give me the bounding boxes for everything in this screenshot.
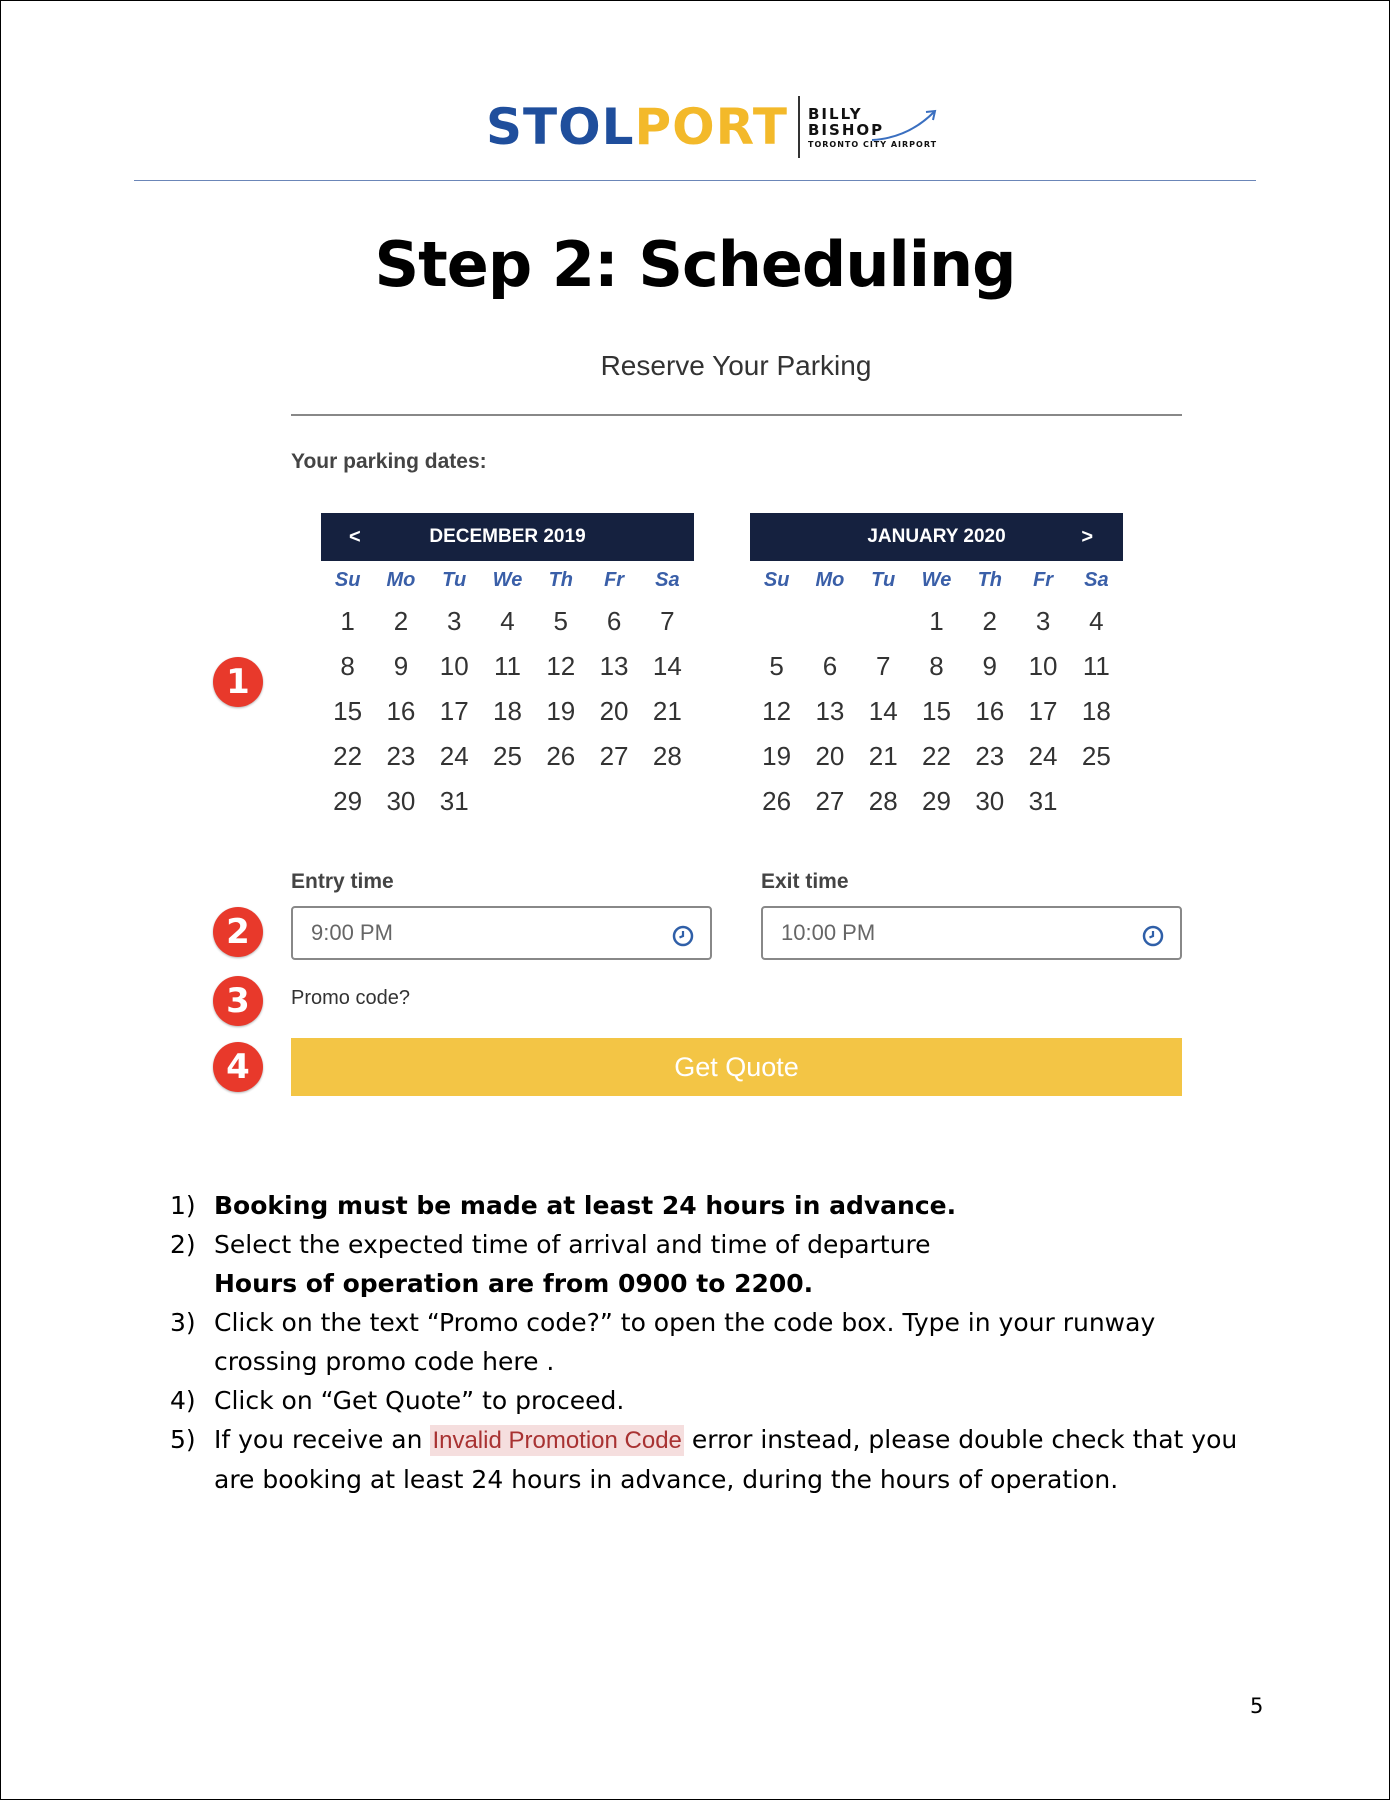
calendar-day[interactable]: 8 — [929, 651, 944, 681]
list-number: 4) — [170, 1386, 196, 1415]
calendar-day[interactable]: 25 — [493, 741, 522, 771]
calendar-day[interactable]: 18 — [1081, 696, 1111, 726]
calendar-day[interactable]: 19 — [762, 741, 792, 771]
calendar-day[interactable]: 2 — [393, 606, 409, 636]
calendar-day[interactable]: 1 — [340, 606, 355, 636]
list-number: 2) — [170, 1230, 196, 1259]
list-number: 1) — [170, 1191, 196, 1220]
calendar-day[interactable]: 11 — [1082, 651, 1110, 681]
list-number: 5) — [170, 1425, 196, 1454]
day-of-week-label: Mo — [386, 569, 416, 591]
instruction-text: error instead, please double check that you are booking at least 24 hours in advance, during the hours of operation. — [214, 1425, 1238, 1494]
calendar-day[interactable]: 16 — [975, 696, 1005, 726]
calendar-day[interactable]: 9 — [393, 651, 409, 681]
calendar-empty-cell — [534, 779, 587, 824]
calendar-header — [750, 513, 1123, 561]
calendar-month-label: JANUARY 2020 — [867, 526, 1006, 547]
calendar-month-label: DECEMBER 2019 — [429, 526, 586, 547]
calendar-day[interactable]: 3 — [1035, 606, 1051, 636]
instructions-list — [170, 1186, 1260, 1499]
step-badge-3: 3 — [213, 976, 263, 1026]
calendar-day[interactable]: 29 — [922, 786, 951, 816]
calendar-day[interactable]: 30 — [975, 786, 1005, 816]
logo-stol: STOL — [486, 98, 635, 156]
calendar-day[interactable]: 28 — [652, 741, 682, 771]
list-item — [170, 1381, 1260, 1420]
list-item — [170, 1303, 1260, 1381]
calendar-day[interactable]: 10 — [439, 651, 469, 681]
calendar-day[interactable]: 7 — [660, 606, 675, 636]
header-rule — [134, 180, 1256, 181]
day-of-week-label: Fr — [604, 569, 625, 591]
calendar-day[interactable]: 4 — [1089, 606, 1104, 636]
day-of-week-label: Mo — [815, 569, 845, 591]
calendar-day[interactable]: 17 — [1028, 696, 1058, 726]
calendar-day[interactable]: 5 — [769, 651, 784, 681]
clock-icon[interactable] — [672, 925, 694, 947]
list-item — [170, 1186, 1260, 1225]
list-item — [170, 1225, 1260, 1303]
instruction-text: Click on “Get Quote” to proceed. — [214, 1386, 625, 1415]
day-of-week-label: We — [492, 569, 523, 591]
exit-time-input[interactable] — [763, 919, 1123, 947]
get-quote-button[interactable]: Get Quote — [291, 1038, 1182, 1096]
calendar-day[interactable]: 20 — [599, 696, 629, 726]
clock-icon[interactable] — [1142, 925, 1164, 947]
calendar-day[interactable]: 9 — [982, 651, 998, 681]
calendar-day[interactable]: 6 — [822, 651, 838, 681]
calendar-header — [321, 513, 694, 561]
day-of-week-label: Sa — [1084, 569, 1109, 591]
instruction-text-bold: Hours of operation are from 0900 to 2200. — [214, 1269, 814, 1298]
calendar-january — [750, 513, 1123, 824]
prev-month-button[interactable]: < — [349, 526, 361, 548]
calendar-day[interactable]: 28 — [868, 786, 898, 816]
instruction-text: Booking must be made at least 24 hours in advance. — [214, 1191, 957, 1220]
logo-wordmark — [486, 98, 788, 156]
calendar-day[interactable]: 14 — [652, 651, 682, 681]
exit-time-field — [761, 906, 1182, 960]
calendar-grid — [750, 561, 1123, 824]
calendar-day[interactable]: 14 — [868, 696, 898, 726]
calendar-day[interactable]: 30 — [386, 786, 416, 816]
logo-bishop: BISHOP — [808, 120, 885, 139]
calendar-day[interactable]: 8 — [340, 651, 355, 681]
calendar-day[interactable]: 26 — [546, 741, 576, 771]
logo-separator — [798, 96, 800, 158]
calendar-day[interactable]: 13 — [815, 696, 845, 726]
calendar-empty-cell — [481, 779, 534, 824]
step-badge-4: 4 — [213, 1042, 263, 1092]
calendar-day[interactable]: 2 — [982, 606, 998, 636]
day-of-week-label: Th — [977, 569, 1002, 591]
calendar-day[interactable]: 29 — [333, 786, 363, 816]
calendar-day[interactable]: 31 — [1028, 786, 1058, 816]
calendar-empty-cell — [857, 599, 910, 644]
calendar-day[interactable]: 24 — [1028, 741, 1058, 771]
error-message-sample: Invalid Promotion Code — [432, 1427, 682, 1454]
calendar-day[interactable]: 7 — [875, 651, 891, 681]
calendar-grid — [321, 561, 694, 824]
billy-bishop-logo — [808, 106, 937, 149]
calendar-day[interactable]: 22 — [922, 741, 951, 771]
day-of-week-label: Su — [763, 569, 790, 591]
entry-time-label: Entry time — [291, 870, 394, 893]
calendar-day[interactable]: 1 — [929, 606, 944, 636]
page-title: Step 2: Scheduling — [374, 228, 1016, 301]
calendar-day[interactable]: 10 — [1028, 651, 1058, 681]
logo-tagline: TORONTO CITY AIRPORT — [808, 139, 938, 149]
logo-port: PORT — [634, 98, 788, 156]
calendar-day[interactable]: 12 — [762, 696, 792, 726]
day-of-week-label: Tu — [442, 569, 467, 591]
day-of-week-label: Fr — [1033, 569, 1054, 591]
day-of-week-label: Th — [548, 569, 573, 591]
calendar-day[interactable]: 27 — [815, 786, 845, 816]
entry-time-input[interactable] — [293, 919, 653, 947]
next-month-button[interactable]: > — [1081, 526, 1093, 548]
page-number: 5 — [1250, 1694, 1264, 1718]
entry-time-field — [291, 906, 712, 960]
instruction-text: Click on the text “Promo code?” to open the code box. Type in your runway crossing promo code here . — [214, 1308, 1156, 1376]
calendar-day[interactable]: 12 — [546, 651, 576, 681]
calendar-day[interactable]: 26 — [762, 786, 792, 816]
day-of-week-label: We — [921, 569, 952, 591]
stolport-logo — [486, 94, 937, 160]
calendar-day[interactable]: 11 — [493, 651, 521, 681]
plane-arrow-icon — [868, 106, 940, 146]
calendar-day[interactable]: 4 — [500, 606, 515, 636]
calendar-day[interactable]: 25 — [1081, 741, 1111, 771]
calendar-day[interactable]: 23 — [386, 741, 416, 771]
calendar-day[interactable]: 19 — [546, 696, 576, 726]
instruction-text: If you receive an — [214, 1425, 423, 1454]
calendar-day[interactable]: 15 — [333, 696, 363, 726]
day-of-week-label: Tu — [871, 569, 896, 591]
calendar-day[interactable]: 21 — [868, 741, 898, 771]
calendar-december — [321, 513, 694, 824]
step-badge-1: 1 — [213, 657, 263, 707]
parking-dates-label: Your parking dates: — [291, 450, 487, 473]
calendar-day[interactable]: 6 — [606, 606, 622, 636]
calendar-day[interactable]: 20 — [815, 741, 845, 771]
calendar-empty-cell — [1070, 779, 1123, 824]
calendar-empty-cell — [641, 779, 694, 824]
instruction-text: Select the expected time of arrival and time of departure — [214, 1230, 931, 1259]
day-of-week-label: Sa — [655, 569, 680, 591]
list-item — [170, 1420, 1260, 1499]
list-number: 3) — [170, 1308, 196, 1337]
calendar-day[interactable]: 3 — [446, 606, 462, 636]
calendar-empty-cell — [587, 779, 640, 824]
calendar-day[interactable]: 16 — [386, 696, 416, 726]
logo-billy: BILLY — [808, 104, 863, 123]
calendar-day[interactable]: 27 — [599, 741, 629, 771]
calendar-day[interactable]: 13 — [599, 651, 629, 681]
day-of-week-label: Su — [334, 569, 361, 591]
form-divider — [291, 414, 1182, 416]
exit-time-label: Exit time — [761, 870, 849, 893]
calendar-day[interactable]: 17 — [439, 696, 469, 726]
calendar-day[interactable]: 23 — [975, 741, 1005, 771]
calendar-day[interactable]: 22 — [333, 741, 363, 771]
form-title: Reserve Your Parking — [600, 350, 872, 381]
calendar-empty-cell — [803, 599, 856, 644]
step-badge-2: 2 — [213, 907, 263, 957]
calendar-day[interactable]: 15 — [922, 696, 951, 726]
calendar-day[interactable]: 24 — [439, 741, 469, 771]
calendar-day[interactable]: 5 — [553, 606, 569, 636]
promo-code-link[interactable]: Promo code? — [291, 987, 410, 1009]
calendar-day[interactable]: 31 — [439, 786, 469, 816]
calendar-day[interactable]: 18 — [493, 696, 522, 726]
calendar-day[interactable]: 21 — [652, 696, 682, 726]
calendar-empty-cell — [750, 599, 803, 644]
